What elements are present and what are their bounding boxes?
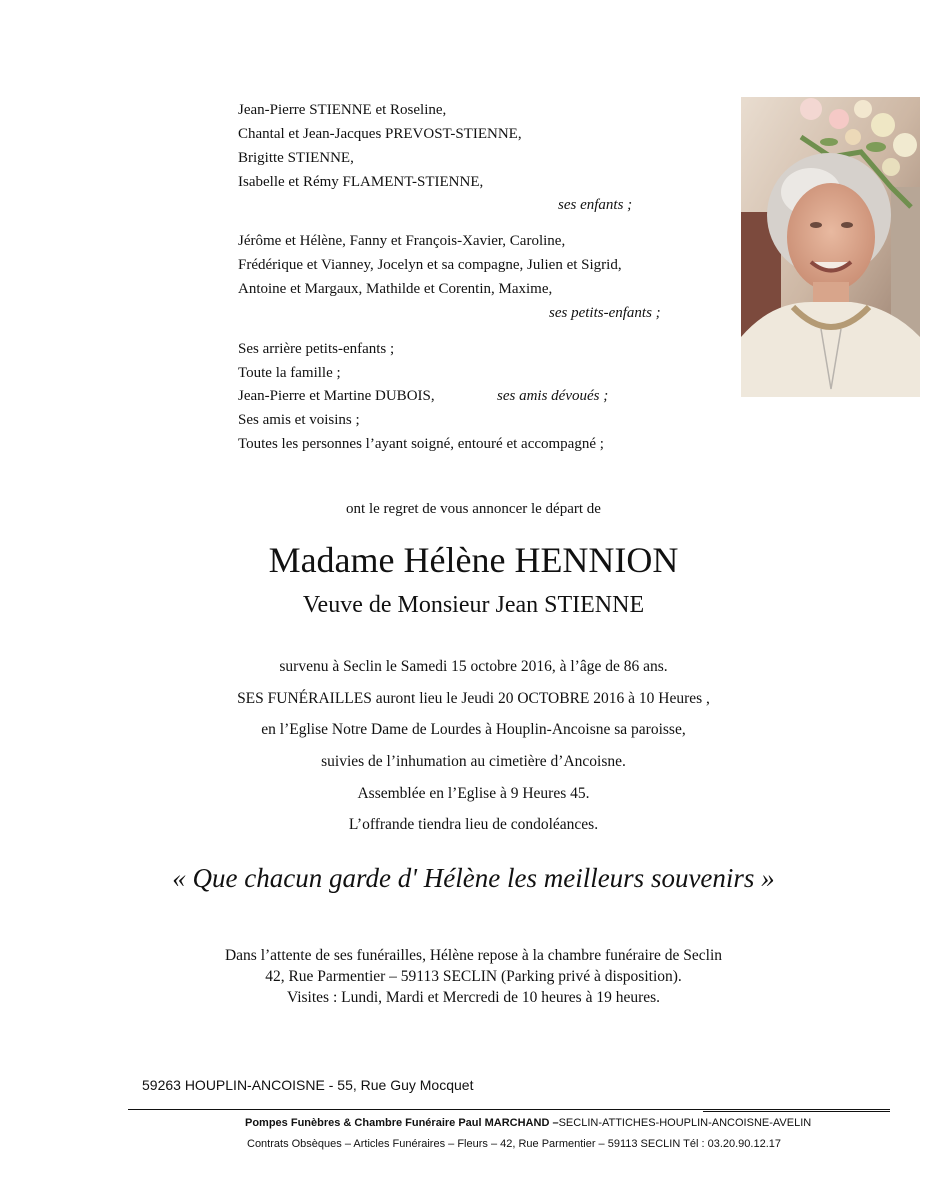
footer-locations: SECLIN-ATTICHES-HOUPLIN-ANCOISNE-AVELIN — [558, 1117, 812, 1129]
grandchildren-line-3: Antoine et Margaux, Mathilde et Corentin, Maxime, — [238, 281, 553, 297]
detail-line-1: survenu à Seclin le Samedi 15 octobre 2016, à l’âge de 86 ans. — [279, 658, 668, 675]
detail-line-4: suivies de l’inhumation au cimetière d’Ancoisne. — [321, 753, 626, 770]
footer-divider — [128, 1109, 890, 1110]
announcement-intro: ont le regret de vous annoncer le départ de — [346, 501, 601, 517]
detail-line-5: Assemblée en l’Eglise à 9 Heures 45. — [357, 785, 590, 802]
footer-company: Pompes Funèbres & Chambre Funéraire Paul MARCHAND – — [245, 1117, 559, 1129]
grandchildren-line-2: Frédérique et Vianney, Jocelyn et sa compagne, Julien et Sigrid, — [238, 257, 622, 273]
family-line: Toute la famille ; — [238, 365, 341, 381]
detail-line-3: en l’Eglise Notre Dame de Lourdes à Houplin-Ancoisne sa paroisse, — [261, 721, 686, 738]
children-line-3: Brigitte STIENNE, — [238, 150, 354, 166]
footer-address: 59263 HOUPLIN-ANCOISNE - 55, Rue Guy Mocquet — [142, 1077, 474, 1093]
friends-label: ses amis dévoués ; — [497, 388, 609, 404]
visitation-line-3: Visites : Lundi, Mardi et Mercredi de 10 heures à 19 heures. — [286, 989, 661, 1006]
great-grandchildren-line: Ses arrière petits-enfants ; — [238, 341, 395, 357]
grandchildren-line-1: Jérôme et Hélène, Fanny et François-Xavier, Caroline, — [238, 233, 566, 249]
deceased-name: Madame Hélène HENNION — [268, 540, 679, 580]
portrait-photo — [741, 97, 920, 397]
memorial-quote: « Que chacun garde d' Hélène les meilleurs souvenirs » — [172, 863, 775, 893]
children-label: ses enfants ; — [558, 197, 633, 213]
caregivers-line: Toutes les personnes l’ayant soigné, entouré et accompagné ; — [238, 436, 604, 452]
grandchildren-label: ses petits-enfants ; — [549, 305, 661, 321]
visitation-line-1: Dans l’attente de ses funérailles, Hélène repose à la chambre funéraire de Seclin — [224, 947, 723, 964]
friends-names: Jean-Pierre et Martine DUBOIS, — [238, 388, 435, 404]
deceased-subtitle: Veuve de Monsieur Jean STIENNE — [302, 592, 645, 618]
children-line-4: Isabelle et Rémy FLAMENT-STIENNE, — [238, 174, 484, 190]
footer-company-line — [245, 1117, 811, 1129]
footer-divider-short — [703, 1111, 890, 1112]
detail-line-6: L’offrande tiendra lieu de condoléances. — [348, 816, 599, 833]
neighbors-line: Ses amis et voisins ; — [238, 412, 360, 428]
children-line-1: Jean-Pierre STIENNE et Roseline, — [238, 102, 447, 118]
children-line-2: Chantal et Jean-Jacques PREVOST-STIENNE, — [238, 126, 522, 142]
visitation-line-2: 42, Rue Parmentier – 59113 SECLIN (Parking privé à disposition). — [265, 968, 682, 985]
footer-services: Contrats Obsèques – Articles Funéraires – Fleurs – 42, Rue Parmentier – 59113 SECLIN Tél : 03.20.90.12.17 — [247, 1138, 781, 1150]
detail-line-2: SES FUNÉRAILLES auront lieu le Jeudi 20 OCTOBRE 2016 à 10 Heures , — [237, 690, 710, 707]
